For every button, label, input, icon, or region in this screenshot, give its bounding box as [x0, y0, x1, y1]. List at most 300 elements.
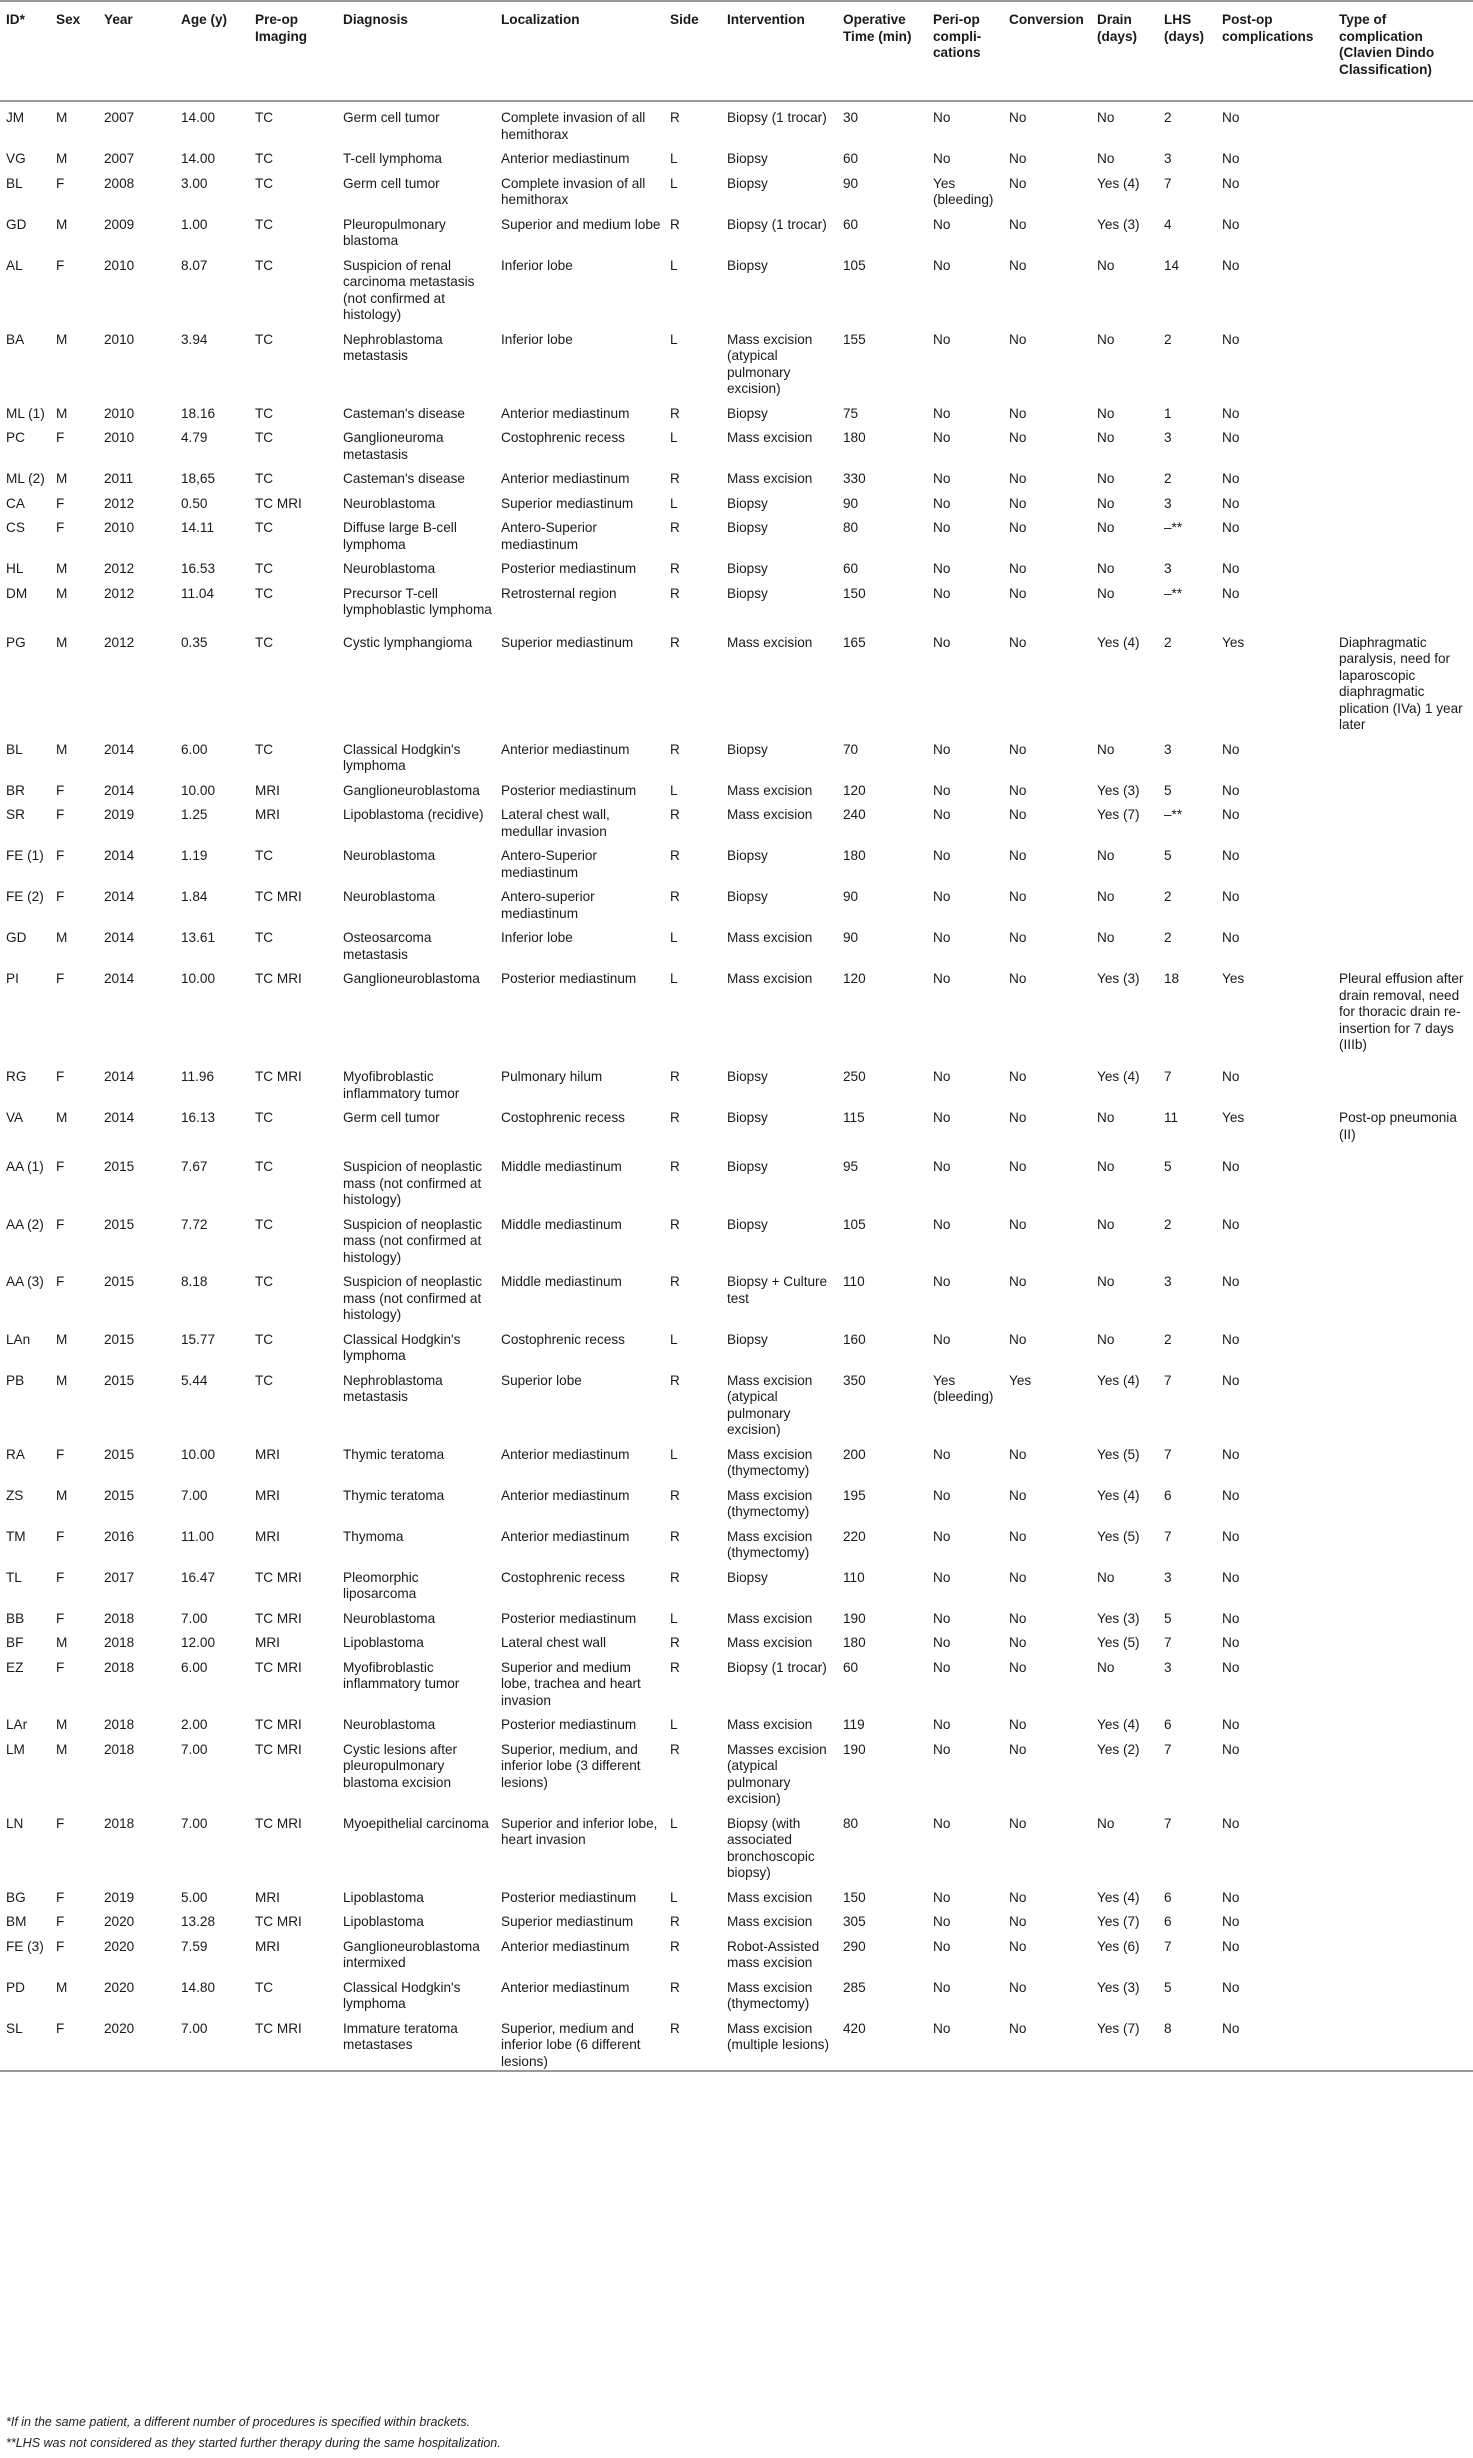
cell-side: R [670, 1659, 680, 1675]
header-row [0, 1, 1473, 101]
cell-side: L [670, 331, 678, 347]
cell-imaging: TC MRI [255, 1569, 302, 1585]
cell-sex: M [56, 471, 68, 486]
cell-operative-time: 90 [843, 889, 859, 904]
cell-diagnosis: Classical Hodgkin's lymphoma [343, 1331, 461, 1363]
cell-drain: No [1097, 1274, 1115, 1289]
cell-side: R [670, 520, 680, 535]
cell-post-op: No [1222, 1717, 1240, 1732]
cell-age: 16.47 [181, 1569, 216, 1585]
cell-id: BR [6, 782, 25, 798]
cell-complication-type [1333, 1365, 1473, 1439]
cell-intervention: Biopsy (1 trocar) [727, 110, 827, 125]
cell-diagnosis: Diffuse large B-cell lymphoma [343, 520, 457, 552]
cell-diagnosis: Suspicion of neoplastic mass (not confirmed at histology) [343, 1159, 483, 1207]
header-conversion: Conversion [1003, 1, 1091, 101]
cell-year: 2015 [104, 1274, 135, 1289]
table-row [0, 1562, 1473, 1603]
cell-age: 16.53 [181, 561, 216, 576]
cell-conversion: No [1009, 585, 1027, 601]
cell-peri-op: No [933, 495, 951, 511]
cell-side: R [670, 889, 680, 904]
cell-sex: F [56, 520, 65, 535]
cell-intervention: Mass excision (thymectomy) [727, 1528, 813, 1560]
cell-side: L [670, 1889, 678, 1905]
cell-intervention: Biopsy [727, 1569, 768, 1585]
cell-conversion: No [1009, 807, 1027, 822]
cell-post-op: No [1222, 257, 1240, 273]
cell-drain: Yes (4) [1097, 1372, 1140, 1388]
cell-lhs: 2 [1164, 889, 1172, 904]
cell-operative-time: 95 [843, 1159, 859, 1174]
cell-peri-op: No [927, 2013, 1003, 2072]
cell-peri-op: No [933, 1331, 951, 1347]
cell-intervention: Biopsy [727, 889, 768, 904]
cell-intervention: Masses excision (atypical pulmonary excision) [727, 1741, 827, 1806]
cell-id: PC [6, 430, 25, 445]
cell-conversion: No [1009, 561, 1027, 576]
cell-complication-type [1333, 101, 1473, 143]
table-row [0, 250, 1473, 324]
cell-conversion: No [1009, 1938, 1027, 1954]
cell-conversion: No [1009, 889, 1027, 904]
cell-post-op: No [1222, 585, 1240, 601]
cell-diagnosis: Germ cell tumor [343, 110, 440, 125]
cell-year: 2015 [104, 1372, 135, 1388]
cell-complication-type [1333, 1266, 1473, 1324]
cell-drain: No [1097, 1159, 1115, 1174]
cell-localization: Posterior mediastinum [501, 1889, 637, 1905]
cell-imaging: TC MRI [255, 1610, 302, 1626]
cell-id: BB [6, 1610, 25, 1626]
cell-localization: Anterior mediastinum [501, 741, 630, 757]
cell-peri-op: No [933, 741, 951, 757]
cell-age: 7.00 [181, 1610, 208, 1626]
cell-peri-op: No [933, 1159, 951, 1174]
cell-age: 14.00 [181, 151, 216, 166]
cell-intervention: Biopsy [727, 561, 768, 576]
footnote-2: **LHS was not considered as they started further therapy during the same hospitalization. [6, 2436, 501, 2450]
table-row [0, 578, 1473, 627]
cell-side: L [670, 1717, 678, 1732]
cell-imaging: TC [255, 405, 274, 421]
cell-operative-time: 330 [843, 471, 866, 486]
cell-age: 0.50 [181, 495, 208, 511]
cell-complication-type [1333, 1603, 1473, 1628]
cell-complication-type [1333, 734, 1473, 775]
cell-lhs: 6 [1164, 1487, 1172, 1503]
cell-drain: No [1097, 1110, 1115, 1125]
table-row [0, 881, 1473, 922]
cell-sex: F [56, 1274, 65, 1289]
cell-sex: F [56, 1216, 65, 1232]
cell-conversion: No [1009, 495, 1027, 511]
cell-sex: M [56, 585, 68, 601]
cell-drain: Yes (7) [1097, 1914, 1140, 1929]
cell-drain: Yes (4) [1097, 175, 1140, 191]
cell-side: R [670, 1159, 680, 1174]
cell-conversion: No [1009, 1889, 1027, 1905]
cell-complication-type [1333, 799, 1473, 840]
cell-post-op: Yes [1222, 634, 1245, 650]
cell-year: 2014 [104, 741, 135, 757]
cell-conversion: No [1009, 1741, 1027, 1757]
cell-localization: Posterior mediastinum [501, 1610, 637, 1626]
cell-age: 18.16 [181, 405, 216, 421]
cell-complication-type [1333, 1480, 1473, 1521]
cell-operative-time: 240 [843, 807, 866, 822]
cell-localization: Posterior mediastinum [501, 971, 637, 986]
cell-intervention: Mass excision [727, 782, 813, 798]
cell-operative-time: 115 [843, 1110, 865, 1125]
cell-imaging: TC [255, 634, 274, 650]
cell-id: ZS [6, 1487, 24, 1503]
cell-imaging: TC MRI [255, 1659, 302, 1675]
cell-lhs: 3 [1164, 495, 1172, 511]
cell-intervention: Mass excision [727, 1914, 813, 1929]
cell-year: 2015 [104, 1446, 135, 1462]
cell-peri-op: No [933, 1717, 951, 1732]
cell-side: R [670, 110, 680, 125]
cell-conversion: No [1009, 1635, 1027, 1650]
table-row [0, 422, 1473, 463]
cell-side: R [670, 216, 680, 232]
cell-peri-op: No [933, 930, 951, 945]
cell-age: 7.00 [181, 1487, 208, 1503]
cell-year: 2015 [104, 1331, 135, 1347]
cell-conversion: No [1009, 1979, 1027, 1995]
cell-complication-type [1333, 1209, 1473, 1267]
cell-age: 10.00 [181, 971, 216, 986]
cell-localization: Posterior mediastinum [501, 782, 637, 798]
cell-post-op: No [1222, 331, 1240, 347]
cell-conversion: No [1009, 1528, 1027, 1544]
cell-operative-time: 105 [843, 1216, 866, 1232]
cell-drain: Yes (3) [1097, 971, 1140, 986]
header-peri-op-complications: Peri-op compli-cations [927, 1, 1003, 101]
cell-sex: F [56, 1659, 65, 1675]
cell-sex: M [56, 1635, 68, 1650]
cell-diagnosis: Pleomorphic liposarcoma [343, 1569, 419, 1601]
cell-sex: M [56, 1717, 68, 1732]
cell-age: 8.18 [181, 1274, 208, 1289]
cell-sex: F [56, 889, 65, 904]
table-row [0, 1972, 1473, 2013]
cell-sex: F [56, 1610, 65, 1626]
cell-intervention: Mass excision (thymectomy) [727, 1446, 813, 1478]
cell-post-op: No [1222, 848, 1240, 863]
cell-id: TM [6, 1528, 26, 1544]
cell-conversion: No [1009, 471, 1027, 486]
cell-lhs: 7 [1164, 1372, 1172, 1388]
cell-diagnosis: Myofibroblastic inflammatory tumor [343, 1659, 460, 1691]
header-pre-op-imaging: Pre-op Imaging [249, 1, 337, 101]
cell-localization: Lateral chest wall, medullar invasion [501, 807, 610, 839]
cell-sex: F [56, 1889, 65, 1905]
cell-operative-time: 305 [843, 1914, 866, 1929]
cell-id: CA [6, 495, 25, 511]
table-row [0, 1209, 1473, 1267]
cell-post-op: No [1222, 1528, 1240, 1544]
cell-imaging: TC [255, 930, 274, 945]
cell-diagnosis: Casteman's disease [343, 405, 465, 421]
cell-conversion: No [1009, 1159, 1027, 1174]
cell-conversion: No [1009, 1815, 1027, 1831]
cell-id: RG [6, 1069, 27, 1084]
cell-sex: F [56, 430, 65, 445]
cell-year: 2015 [104, 1216, 135, 1232]
cell-conversion: No [1009, 930, 1027, 945]
cell-side: R [670, 1216, 680, 1232]
cell-peri-op: Yes (bleeding) [933, 175, 994, 207]
cell-operative-time: 119 [843, 1717, 865, 1732]
cell-complication-type [1333, 209, 1473, 250]
cell-id: PD [6, 1979, 25, 1995]
cell-operative-time: 90 [843, 495, 859, 511]
cell-peri-op: No [933, 1610, 951, 1626]
cell-id: BG [6, 1889, 26, 1905]
table-row [0, 2013, 1473, 2072]
cell-drain: No [1097, 520, 1115, 535]
cell-operative-time: 200 [843, 1446, 866, 1462]
cell-peri-op: No [933, 405, 951, 421]
cell-imaging: TC [255, 151, 274, 166]
cell-id: BF [6, 1635, 24, 1650]
cell-lhs: 3 [1164, 561, 1172, 576]
cell-intervention: Biopsy + Culture test [727, 1274, 828, 1306]
cell-peri-op: No [933, 585, 951, 601]
cell-intervention: Biopsy [727, 1159, 768, 1174]
cell-diagnosis: Neuroblastoma [343, 1717, 436, 1732]
cell-diagnosis: Germ cell tumor [343, 175, 440, 191]
cell-operative-time: 160 [843, 1331, 866, 1347]
header-intervention: Intervention [721, 1, 837, 101]
cell-sex: M [56, 1487, 68, 1503]
cell-id: GD [6, 216, 27, 232]
cell-side: R [670, 848, 680, 863]
cell-localization: Antero-Superior mediastinum [501, 520, 597, 552]
cell-lhs: 3 [1164, 1274, 1172, 1289]
cell-localization: Pulmonary hilum [501, 1069, 603, 1084]
cell-id: GD [6, 930, 27, 945]
cell-year: 2018 [104, 1741, 135, 1757]
cell-complication-type [1333, 463, 1473, 488]
cell-age: 14.80 [181, 1979, 216, 1995]
cell-year: 2016 [104, 1528, 135, 1544]
cell-lhs: 7 [1164, 1446, 1172, 1462]
cell-post-op: No [1222, 520, 1240, 535]
cell-age: 1.00 [181, 216, 208, 232]
cell-id: EZ [6, 1659, 24, 1675]
cell-diagnosis: Suspicion of neoplastic mass (not confirmed at histology) [343, 1274, 483, 1322]
cell-diagnosis: Osteosarcoma metastasis [343, 930, 432, 962]
cell-imaging: MRI [255, 1635, 280, 1650]
cell-peri-op: No [933, 848, 951, 863]
cell-id: ML (1) [6, 405, 45, 421]
cell-diagnosis: Immature teratoma metastases [337, 2013, 495, 2072]
cell-post-op: No [1222, 1659, 1240, 1675]
cell-year: 2020 [98, 2013, 175, 2072]
cell-year: 2015 [104, 1159, 135, 1174]
cell-complication-type [1333, 143, 1473, 168]
cell-conversion: No [1009, 1110, 1027, 1125]
cell-peri-op: No [933, 110, 951, 125]
cell-intervention: Biopsy [727, 405, 768, 421]
cell-id: VA [6, 1110, 24, 1125]
cell-year: 2014 [104, 971, 135, 986]
cell-side: R [670, 634, 680, 650]
cell-conversion: No [1009, 741, 1027, 757]
cell-age: 3.00 [181, 175, 208, 191]
cell-peri-op: No [933, 1274, 951, 1289]
cell-diagnosis: Neuroblastoma [343, 495, 436, 511]
cell-imaging: TC [255, 741, 274, 757]
cell-id: AL [6, 257, 23, 273]
cell-lhs: 5 [1164, 848, 1172, 863]
cell-operative-time: 80 [843, 1815, 859, 1831]
cell-lhs: 3 [1164, 430, 1172, 445]
cell-side: L [670, 1815, 678, 1831]
cell-imaging: TC [255, 216, 274, 232]
cell-conversion: No [1009, 331, 1027, 347]
cell-age: 0.35 [181, 634, 208, 650]
cell-diagnosis: Neuroblastoma [343, 561, 436, 576]
cell-localization: Costophrenic recess [501, 1110, 625, 1125]
cell-peri-op: No [933, 471, 951, 486]
cell-lhs: 7 [1164, 1069, 1172, 1084]
cell-operative-time: 120 [843, 782, 866, 798]
cell-drain: No [1097, 1659, 1115, 1675]
cell-year: 2017 [104, 1569, 135, 1585]
footnote-1: *If in the same patient, a different number of procedures is specified within brackets. [6, 2415, 471, 2429]
cell-sex: M [56, 151, 68, 166]
cell-diagnosis: Lipoblastoma [343, 1889, 424, 1905]
cell-age: 7.00 [181, 1815, 208, 1831]
cell-lhs: –** [1164, 520, 1183, 535]
cell-sex: F [56, 848, 65, 863]
cell-lhs: 2 [1164, 930, 1172, 945]
cell-complication-type [1333, 1808, 1473, 1882]
cell-operative-time: 70 [843, 741, 859, 757]
table-row [0, 1882, 1473, 1907]
cell-year: 2020 [104, 1938, 135, 1954]
cell-complication-type [1333, 1627, 1473, 1652]
table-row [0, 1734, 1473, 1808]
cell-conversion: No [1009, 1216, 1027, 1232]
cell-imaging: TC [255, 1216, 274, 1232]
cell-imaging: TC [255, 175, 274, 191]
cell-age: 7.59 [181, 1938, 208, 1954]
cell-lhs: 6 [1164, 1914, 1172, 1929]
cell-post-op: No [1222, 1216, 1240, 1232]
cell-id: BA [6, 331, 25, 347]
header-complication-type: Type of complication (Clavien Dindo Classification) [1333, 1, 1473, 101]
table-row [0, 1931, 1473, 1972]
cell-post-op: No [1222, 1274, 1240, 1289]
cell-lhs: 7 [1164, 175, 1172, 191]
cell-post-op: No [1222, 405, 1240, 421]
cell-lhs: 2 [1164, 110, 1172, 125]
cell-side: R [670, 1979, 680, 1995]
cell-localization: Complete invasion of all hemithorax [501, 110, 646, 142]
cell-conversion: No [1009, 520, 1027, 535]
cell-post-op: No [1222, 1914, 1240, 1929]
cell-id: RA [6, 1446, 25, 1462]
table-row [0, 627, 1473, 734]
cell-year: 2012 [104, 634, 135, 650]
header-operative-time: Operative Time (min) [837, 1, 927, 101]
cell-localization: Middle mediastinum [501, 1159, 622, 1174]
cell-age: 1.84 [181, 889, 208, 904]
cell-lhs: 3 [1164, 151, 1172, 166]
cell-lhs: –** [1164, 585, 1183, 601]
cell-post-op: No [1222, 930, 1240, 945]
cell-id: BL [6, 175, 23, 191]
cell-drain: Yes (3) [1097, 1610, 1140, 1626]
cell-drain: No [1097, 430, 1115, 445]
table-row [0, 1439, 1473, 1480]
cell-id: FE (2) [6, 889, 44, 904]
cell-diagnosis: Lipoblastoma [343, 1635, 424, 1650]
cell-peri-op: No [933, 1741, 951, 1757]
cell-intervention: Mass excision (thymectomy) [727, 1487, 813, 1519]
cell-age: 7.72 [181, 1216, 208, 1232]
cell-year: 2020 [104, 1979, 135, 1995]
table-row [0, 734, 1473, 775]
cell-intervention: Mass excision [727, 430, 813, 445]
cell-sex: F [56, 1446, 65, 1462]
cell-operative-time: 420 [837, 2013, 927, 2072]
table-row [0, 1266, 1473, 1324]
cell-complication-type [1333, 922, 1473, 963]
cell-imaging: TC MRI [255, 495, 302, 511]
cell-diagnosis: Pleuropulmonary blastoma [343, 216, 446, 248]
cell-lhs: 6 [1164, 1889, 1172, 1905]
cell-operative-time: 180 [843, 430, 866, 445]
cell-peri-op: No [933, 971, 951, 986]
cell-peri-op: No [933, 1110, 951, 1125]
cell-complication-type [1333, 512, 1473, 553]
cell-id: FE (1) [6, 848, 44, 863]
cell-side: L [670, 1446, 678, 1462]
cell-operative-time: 60 [843, 1659, 859, 1675]
cell-post-op: No [1216, 2013, 1333, 2072]
cell-diagnosis: Classical Hodgkin's lymphoma [343, 741, 461, 773]
cell-localization: Superior and medium lobe, trachea and heart invasion [501, 1659, 641, 1708]
cell-sex: F [56, 175, 65, 191]
table-row [0, 1521, 1473, 1562]
cell-intervention: Biopsy [727, 1331, 768, 1347]
cell-age: 6.00 [181, 1659, 208, 1675]
header-age: Age (y) [175, 1, 249, 101]
cell-imaging: TC [255, 520, 274, 535]
cell-age: 3.94 [181, 331, 208, 347]
cell-diagnosis: Neuroblastoma [343, 1610, 436, 1626]
cell-localization: Antero-superior mediastinum [501, 889, 595, 921]
cell-sex: F [56, 1815, 65, 1831]
cell-localization: Antero-Superior mediastinum [501, 848, 597, 880]
cell-conversion: No [1009, 1331, 1027, 1347]
cell-conversion: No [1009, 971, 1027, 986]
cell-post-op: No [1222, 1889, 1240, 1905]
cell-drain: No [1097, 848, 1115, 863]
cell-peri-op: No [933, 331, 951, 347]
cell-localization: Anterior mediastinum [501, 1487, 630, 1503]
cell-post-op: No [1222, 1372, 1240, 1388]
cell-id: LM [6, 1741, 25, 1757]
cell-year: 2014 [104, 848, 135, 863]
cell-diagnosis: Casteman's disease [343, 471, 465, 486]
